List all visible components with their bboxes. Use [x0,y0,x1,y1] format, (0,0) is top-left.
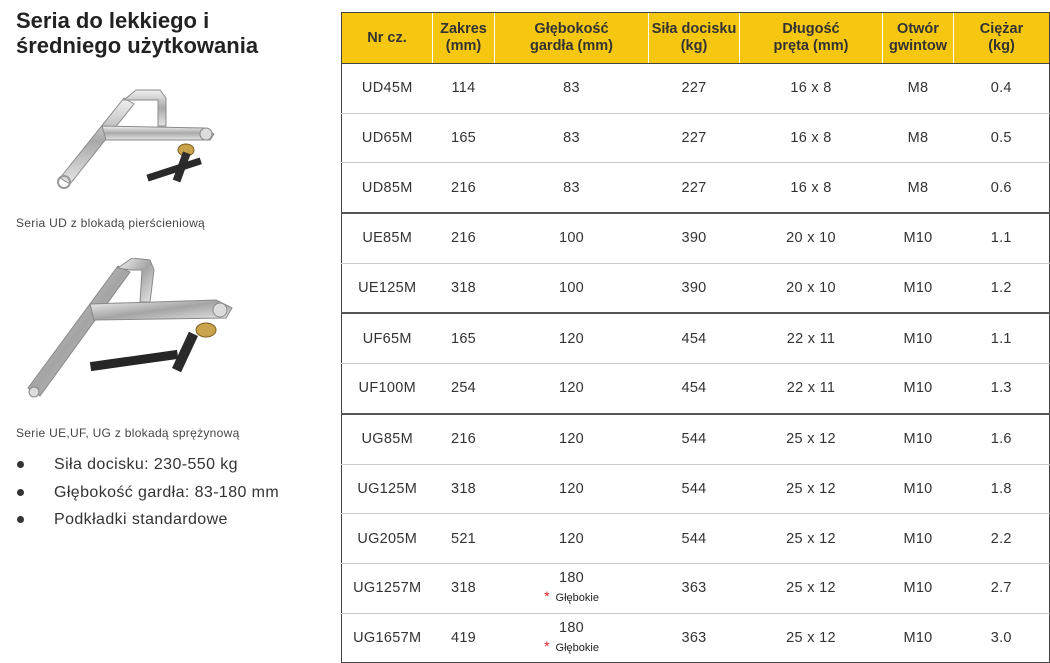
cell-throat-depth: 83 [495,113,649,163]
feature-text: Siła docisku: 230-550 kg [54,456,238,473]
cell-thread-hole: M10 [883,563,954,613]
table-row [342,364,1050,414]
table-row [342,414,1050,464]
cell-range: 318 [433,464,495,514]
feature-text: Podkładki standardowe [54,511,228,528]
cell-thread-hole: M8 [883,64,954,114]
asterisk-icon: * [544,637,550,654]
cell-part-number: UG1657M [342,613,433,663]
cell-part-number: UG1257M [342,563,433,613]
cell-throat-depth: 100 [495,263,649,313]
cell-clamping-force: 454 [649,364,740,414]
feature-text: Głębokość gardła: 83-180 mm [54,483,280,501]
cell-clamping-force: 227 [649,113,740,163]
cell-weight: 2.7 [954,563,1050,613]
bullet-icon [17,461,24,468]
table-row [342,163,1050,213]
table-row [342,613,1050,663]
table-row [342,563,1050,613]
cell-weight: 1.8 [954,464,1050,514]
cell-range: 216 [433,213,495,263]
table-row [342,313,1050,363]
cell-weight: 2.2 [954,514,1050,564]
bullet-icon [17,516,24,523]
cell-throat-depth [495,613,649,663]
cell-bar-length: 22 x 11 [740,364,883,414]
depth-with-note [544,619,599,657]
header-bar-length: Długość pręta (mm) [740,13,883,64]
spec-table-container [341,12,1049,660]
cell-bar-length: 20 x 10 [740,263,883,313]
feature-item [16,451,340,479]
depth-value: 180 [558,619,585,636]
cell-part-number: UF100M [342,364,433,414]
cell-weight: 1.6 [954,414,1050,464]
asterisk-icon: * [544,588,550,605]
cell-thread-hole: M10 [883,263,954,313]
cell-part-number: UG205M [342,514,433,564]
cell-range: 165 [433,313,495,363]
product-info-panel [0,0,340,662]
cell-thread-hole: M10 [883,213,954,263]
cell-weight: 0.6 [954,163,1050,213]
table-header-row [342,13,1050,64]
cell-part-number: UD85M [342,163,433,213]
cell-bar-length: 25 x 12 [740,464,883,514]
cell-clamping-force: 363 [649,613,740,663]
cell-range: 419 [433,613,495,663]
header-throat-depth: Głębokość gardła (mm) [495,13,649,64]
cell-throat-depth: 120 [495,464,649,514]
page-title [16,8,336,58]
cell-weight: 1.1 [954,313,1050,363]
ue-uf-ug-series-caption: Serie UE,UF, UG z blokadą sprężynową [16,426,240,440]
cell-weight: 1.1 [954,213,1050,263]
deep-throat-label: Głębokie [555,592,599,605]
cell-weight: 1.3 [954,364,1050,414]
ud-series-caption: Seria UD z blokadą pierścieniową [16,216,206,230]
feature-list [16,451,340,534]
title-line-2: średniego użytkowania [16,33,259,58]
table-row [342,514,1050,564]
header-weight: Ciężar (kg) [954,13,1050,64]
cell-part-number: UD65M [342,113,433,163]
cell-weight: 0.4 [954,64,1050,114]
cell-thread-hole: M10 [883,364,954,414]
cell-clamping-force: 363 [649,563,740,613]
cell-throat-depth: 120 [495,364,649,414]
cell-thread-hole: M10 [883,613,954,663]
cell-part-number: UG85M [342,414,433,464]
cell-bar-length: 25 x 12 [740,613,883,663]
table-row [342,263,1050,313]
cell-thread-hole: M8 [883,163,954,213]
cell-weight: 0.5 [954,113,1050,163]
header-thread-hole: Otwór gwintow [883,13,954,64]
feature-item [16,479,340,507]
cell-range: 318 [433,563,495,613]
cell-clamping-force: 390 [649,263,740,313]
cell-throat-depth: 120 [495,313,649,363]
cell-range: 216 [433,414,495,464]
cell-clamping-force: 544 [649,464,740,514]
table-row [342,113,1050,163]
cell-bar-length: 25 x 12 [740,514,883,564]
cell-range: 165 [433,113,495,163]
cell-range: 114 [433,64,495,114]
cell-part-number: UF65M [342,313,433,363]
cell-bar-length: 25 x 12 [740,414,883,464]
cell-thread-hole: M10 [883,414,954,464]
table-row [342,64,1050,114]
cell-clamping-force: 390 [649,213,740,263]
ud-clamp-image [54,86,234,202]
cell-bar-length: 16 x 8 [740,64,883,114]
cell-thread-hole: M10 [883,464,954,514]
cell-bar-length: 25 x 12 [740,563,883,613]
cell-clamping-force: 544 [649,414,740,464]
header-part-number: Nr cz. [342,13,433,64]
deep-throat-note [544,637,599,657]
deep-throat-label: Głębokie [555,641,599,654]
table-row [342,213,1050,263]
cell-range: 521 [433,514,495,564]
cell-part-number: UE125M [342,263,433,313]
spec-table [341,12,1050,663]
cell-part-number: UD45M [342,64,433,114]
cell-throat-depth: 100 [495,213,649,263]
cell-part-number: UG125M [342,464,433,514]
header-clamping-force: Siła docisku (kg) [649,13,740,64]
cell-weight: 3.0 [954,613,1050,663]
deep-throat-note [544,587,599,607]
depth-value: 180 [558,570,585,587]
bullet-icon [17,489,24,496]
cell-part-number: UE85M [342,213,433,263]
header-range: Zakres (mm) [433,13,495,64]
cell-clamping-force: 227 [649,64,740,114]
cell-throat-depth [495,563,649,613]
cell-throat-depth: 120 [495,514,649,564]
cell-clamping-force: 227 [649,163,740,213]
cell-throat-depth: 120 [495,414,649,464]
ue-uf-ug-clamp-image [20,258,240,410]
cell-clamping-force: 454 [649,313,740,363]
cell-range: 318 [433,263,495,313]
cell-range: 216 [433,163,495,213]
cell-weight: 1.2 [954,263,1050,313]
depth-with-note [544,569,599,607]
cell-thread-hole: M10 [883,313,954,363]
cell-throat-depth: 83 [495,163,649,213]
cell-bar-length: 16 x 8 [740,113,883,163]
cell-clamping-force: 544 [649,514,740,564]
cell-bar-length: 22 x 11 [740,313,883,363]
feature-item [16,506,340,534]
table-row [342,464,1050,514]
cell-range: 254 [433,364,495,414]
cell-bar-length: 16 x 8 [740,163,883,213]
cell-thread-hole: M10 [883,514,954,564]
cell-bar-length: 20 x 10 [740,213,883,263]
cell-throat-depth: 83 [495,64,649,114]
cell-thread-hole: M8 [883,113,954,163]
title-line-1: Seria do lekkiego i [16,8,210,33]
